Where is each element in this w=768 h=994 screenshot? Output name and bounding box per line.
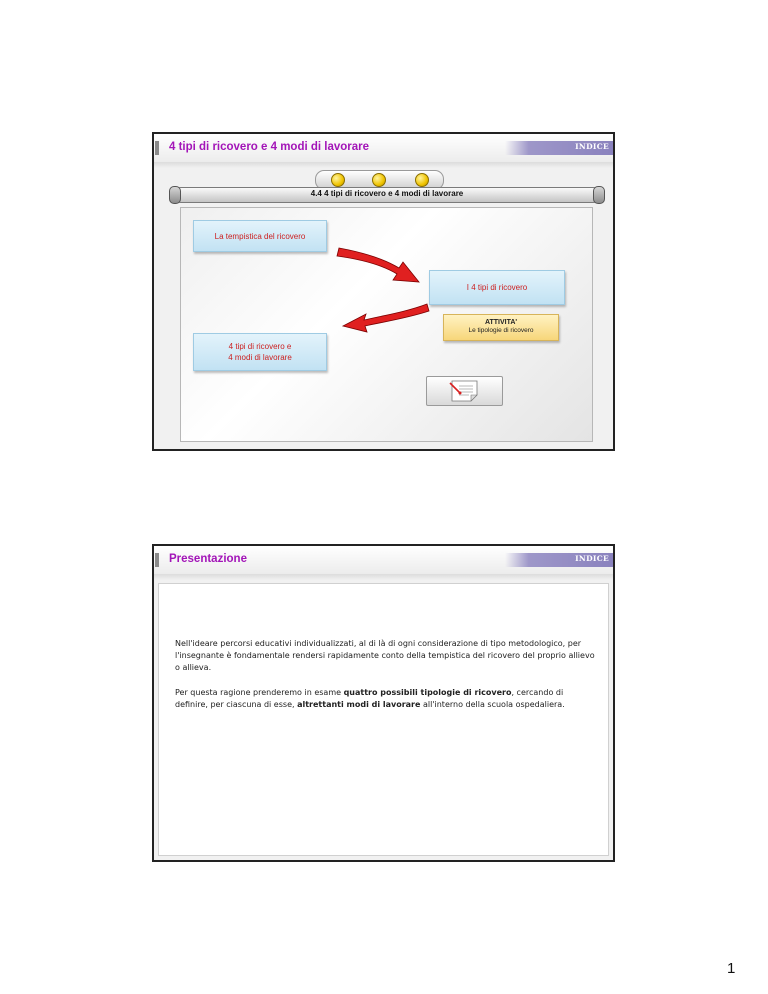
card-tipi-e-modi-line2: 4 modi di lavorare (228, 353, 292, 362)
title-marker (155, 141, 159, 155)
paragraph-2-text-b: , cercando di definire, per ciascuna di esse, (175, 688, 564, 709)
indice-button[interactable] (505, 553, 613, 567)
slide-2 (152, 544, 615, 862)
card-tipi-e-modi-line1: 4 tipi di ricovero e (228, 342, 292, 351)
card-tempistica[interactable]: La tempistica del ricovero (193, 220, 327, 252)
slide-title-bar (154, 134, 613, 163)
section-label: 4.4 4 tipi di ricovero e 4 modi di lavorare (310, 189, 464, 198)
paragraph-2-text-a: Per questa ragione prenderemo in esame (175, 688, 344, 697)
paragraph-2 (175, 687, 595, 711)
card-4-tipi[interactable]: I 4 tipi di ricovero (429, 270, 565, 305)
content-panel (180, 207, 593, 442)
paragraph-2-bold-b: altrettanti modi di lavorare (297, 700, 421, 709)
nav-dot-2[interactable] (372, 173, 386, 187)
indice-button[interactable] (505, 141, 613, 155)
paragraph-1: Nell'ideare percorsi educativi individualizzati, al di là di ogni considerazione di tipo metodologico, per l'insegnante è fondamentale rendersi rapidamente conto della tempistica del ricovero del proprio allievo o allieva. (175, 639, 595, 672)
activity-title: ATTIVITA' (484, 319, 518, 326)
flow-arrows (181, 208, 592, 441)
content-panel (158, 583, 609, 856)
slide-1 (152, 132, 615, 451)
nav-dot-1[interactable] (331, 173, 345, 187)
slide-title-bar (154, 546, 613, 575)
title-marker (155, 553, 159, 567)
slide-title: 4 tipi di ricovero e 4 modi di lavorare (169, 141, 370, 153)
arrow-left-down (343, 304, 429, 332)
section-rod (174, 187, 600, 203)
slide-title: Presentazione (169, 553, 247, 565)
activity-subtitle: Le tipologie di ricovero (468, 327, 534, 334)
paragraph-2-bold-a: quattro possibili tipologie di ricovero (343, 688, 512, 697)
paragraph-2-text-c: all'interno della scuola ospedaliera. (420, 700, 565, 709)
nav-dot-3[interactable] (415, 173, 429, 187)
title-bar-shadow (154, 162, 613, 168)
title-bar-shadow (154, 574, 613, 580)
indice-label: INDICE (575, 142, 609, 151)
page-number: 1 (727, 960, 736, 977)
arrow-right-down (337, 248, 419, 282)
indice-label: INDICE (575, 554, 609, 563)
